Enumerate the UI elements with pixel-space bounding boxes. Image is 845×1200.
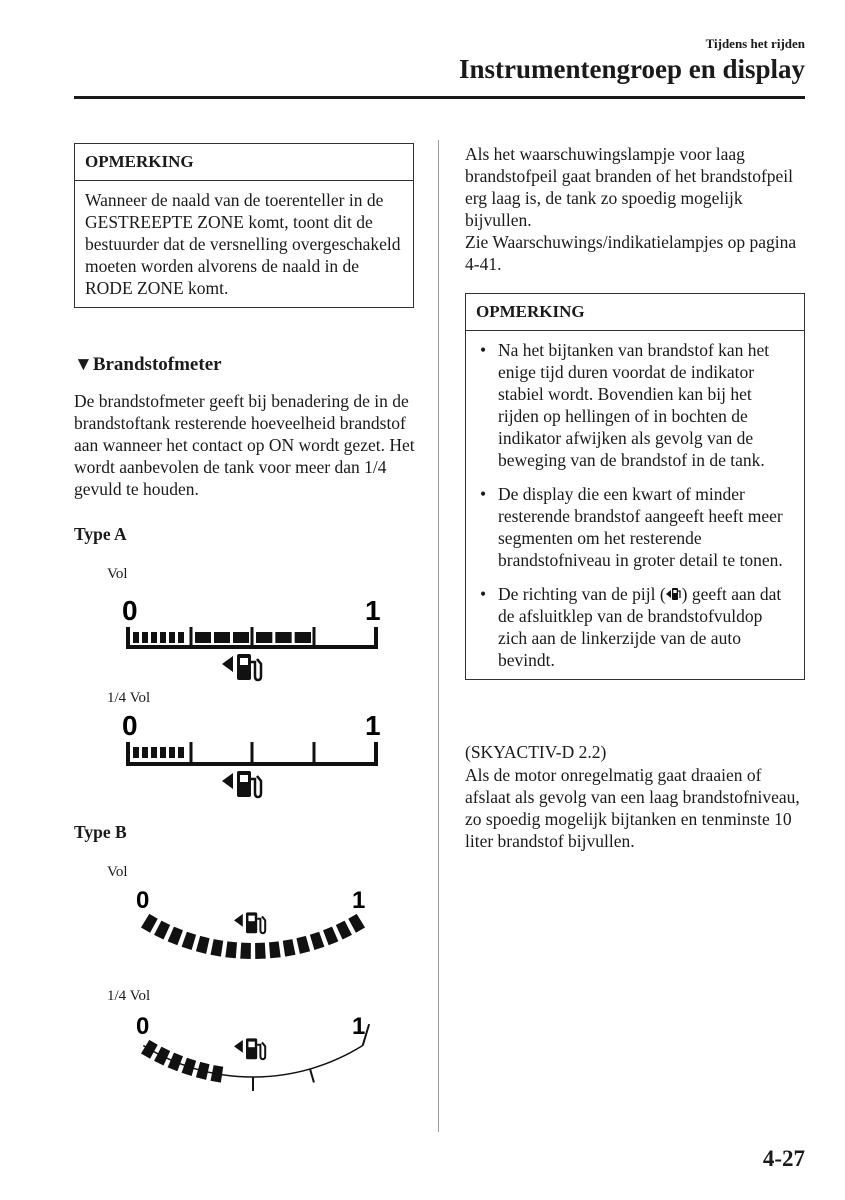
bullet-text-pre: De richting van de pijl ( — [498, 584, 666, 604]
fuel-segment — [142, 747, 148, 758]
fuel-segment — [310, 932, 325, 950]
note-bullet — [476, 583, 794, 671]
fuel-segment — [182, 932, 197, 950]
skyactiv-text: Als de motor onregelmatig gaat draaien of afslaat als gevolg van een laag brandstofniveau, zo spoedig mogelijk bijtanken en tenminste 10 liter brandstof bijvullen. — [465, 765, 800, 851]
note-heading: OPMERKING — [466, 294, 804, 331]
fuel-level-segments — [133, 632, 311, 643]
fuel-segment — [323, 927, 338, 946]
type-b-full-label: Vol — [107, 864, 128, 880]
gauge-tick — [310, 1069, 314, 1082]
type-a-label: Type A — [74, 524, 127, 544]
gauge-min-mark: 0 — [136, 887, 150, 914]
fuel-segment — [169, 747, 175, 758]
section-label: Tijdens het rijden — [705, 36, 805, 51]
fuel-gauge-heading-text: Brandstofmeter — [92, 354, 222, 375]
fuel-segment — [168, 927, 183, 946]
fuel-segment — [296, 936, 310, 954]
fuel-pump-arrow-icon — [234, 912, 265, 933]
type-b-quarter-label: 1/4 Vol — [107, 988, 151, 1004]
gauge-max-mark: 1 — [352, 887, 366, 914]
fuel-segment — [233, 632, 249, 643]
fuel-pump-arrow-icon — [666, 587, 682, 601]
fuel-segment — [169, 632, 175, 643]
note-box-fuel — [465, 293, 805, 680]
type-b-label: Type B — [74, 822, 127, 842]
fuel-segment — [141, 914, 158, 933]
fuel-pump-arrow-icon — [222, 771, 261, 797]
fuel-segment — [178, 747, 184, 758]
fuel-segment — [160, 747, 166, 758]
fuel-segment — [240, 943, 251, 959]
page-number: 4-27 — [762, 1146, 805, 1171]
note-box-tachometer — [74, 143, 414, 308]
fuel-segment — [348, 914, 365, 933]
fuel-segment — [133, 747, 139, 758]
fuel-segment — [255, 943, 266, 959]
fuel-segment — [160, 632, 166, 643]
fuel-segment — [225, 941, 237, 958]
gauge-max-mark: 1 — [352, 1013, 366, 1040]
type-a-quarter-gauge — [118, 705, 388, 805]
gauge-min-mark: 0 — [122, 710, 138, 741]
fuel-segment — [269, 941, 281, 958]
fuel-segment — [295, 632, 311, 643]
column-divider — [438, 140, 439, 1132]
type-b-full-gauge — [118, 884, 388, 984]
fuel-pump-arrow-icon — [234, 1038, 265, 1059]
fuel-segment — [336, 921, 352, 940]
fuel-segment — [195, 632, 211, 643]
fuel-segment — [142, 632, 148, 643]
gauge-max-mark: 1 — [365, 710, 381, 741]
gauge-min-mark: 0 — [136, 1013, 150, 1040]
fuel-segment — [151, 747, 157, 758]
fuel-pump-arrow-icon — [222, 654, 261, 680]
note-bullet: • De display die een kwart of minder resterende brandstof aangeeft heeft meer segmenten om het resterende brandstofniveau in groter detail te tonen. — [476, 483, 794, 571]
gauge-min-mark: 0 — [122, 595, 138, 626]
fuel-segment — [275, 632, 291, 643]
note-body — [466, 331, 804, 679]
fuel-segment — [283, 939, 296, 957]
fuel-segment — [211, 939, 224, 957]
note-body: Wanneer de naald van de toerenteller in de GESTREEPTE ZONE komt, toont dit de bestuurder dat de versnelling overgeschakeld moeten worden alvorens de naald in de RODE ZONE komt. — [85, 190, 401, 298]
fuel-segment — [133, 632, 139, 643]
fuel-segment — [256, 632, 272, 643]
skyactiv-label: (SKYACTIV-D 2.2) — [465, 742, 607, 762]
bullet-text-post: ) geeft aan dat de afsluitklep van de brandstofvuldop zich aan de linkerzijde van de auto bevindt. — [498, 584, 782, 670]
fuel-segment — [178, 632, 184, 643]
note-bullet: • Na het bijtanken van brandstof kan het enige tijd duren voordat de indikator stabiel wordt. Bovendien kan bij het rijden op hellingen of in bochten de indikator afwijken als gevolg van de beweging van de brandstof in de tank. — [476, 339, 794, 471]
fuel-segment — [214, 632, 230, 643]
fuel-segment — [154, 921, 170, 940]
type-b-quarter-gauge — [118, 1010, 388, 1110]
triangle-marker-icon: ▼ — [74, 354, 93, 375]
fuel-segment — [196, 936, 210, 954]
title-rule — [74, 96, 805, 99]
fuel-level-segments — [133, 747, 184, 758]
fuel-gauge-description: De brandstofmeter geeft bij benadering de in de brandstoftank resterende hoeveelheid brandstof aan wanneer het contact op ON wordt gezet. Het wordt aanbevolen de tank voor meer dan 1/4 gevuld te houden. — [74, 391, 415, 499]
fuel-segment — [151, 632, 157, 643]
gauge-max-mark: 1 — [365, 595, 381, 626]
low-fuel-warning-text: Als het waarschuwingslampje voor laag brandstofpeil gaat branden of het brandstofpeil erg laag is, de tank zo spoedig mogelijk bijvullen. Zie Waarschuwings/indikatielampjes op pagina 4-41. — [465, 144, 797, 274]
note-heading: OPMERKING — [75, 144, 413, 181]
type-a-quarter-label: 1/4 Vol — [107, 690, 151, 706]
fuel-gauge-heading — [74, 354, 222, 376]
page-title: Instrumentengroep en display — [458, 54, 805, 84]
type-a-full-label: Vol — [107, 566, 128, 582]
type-a-full-gauge — [118, 590, 388, 690]
